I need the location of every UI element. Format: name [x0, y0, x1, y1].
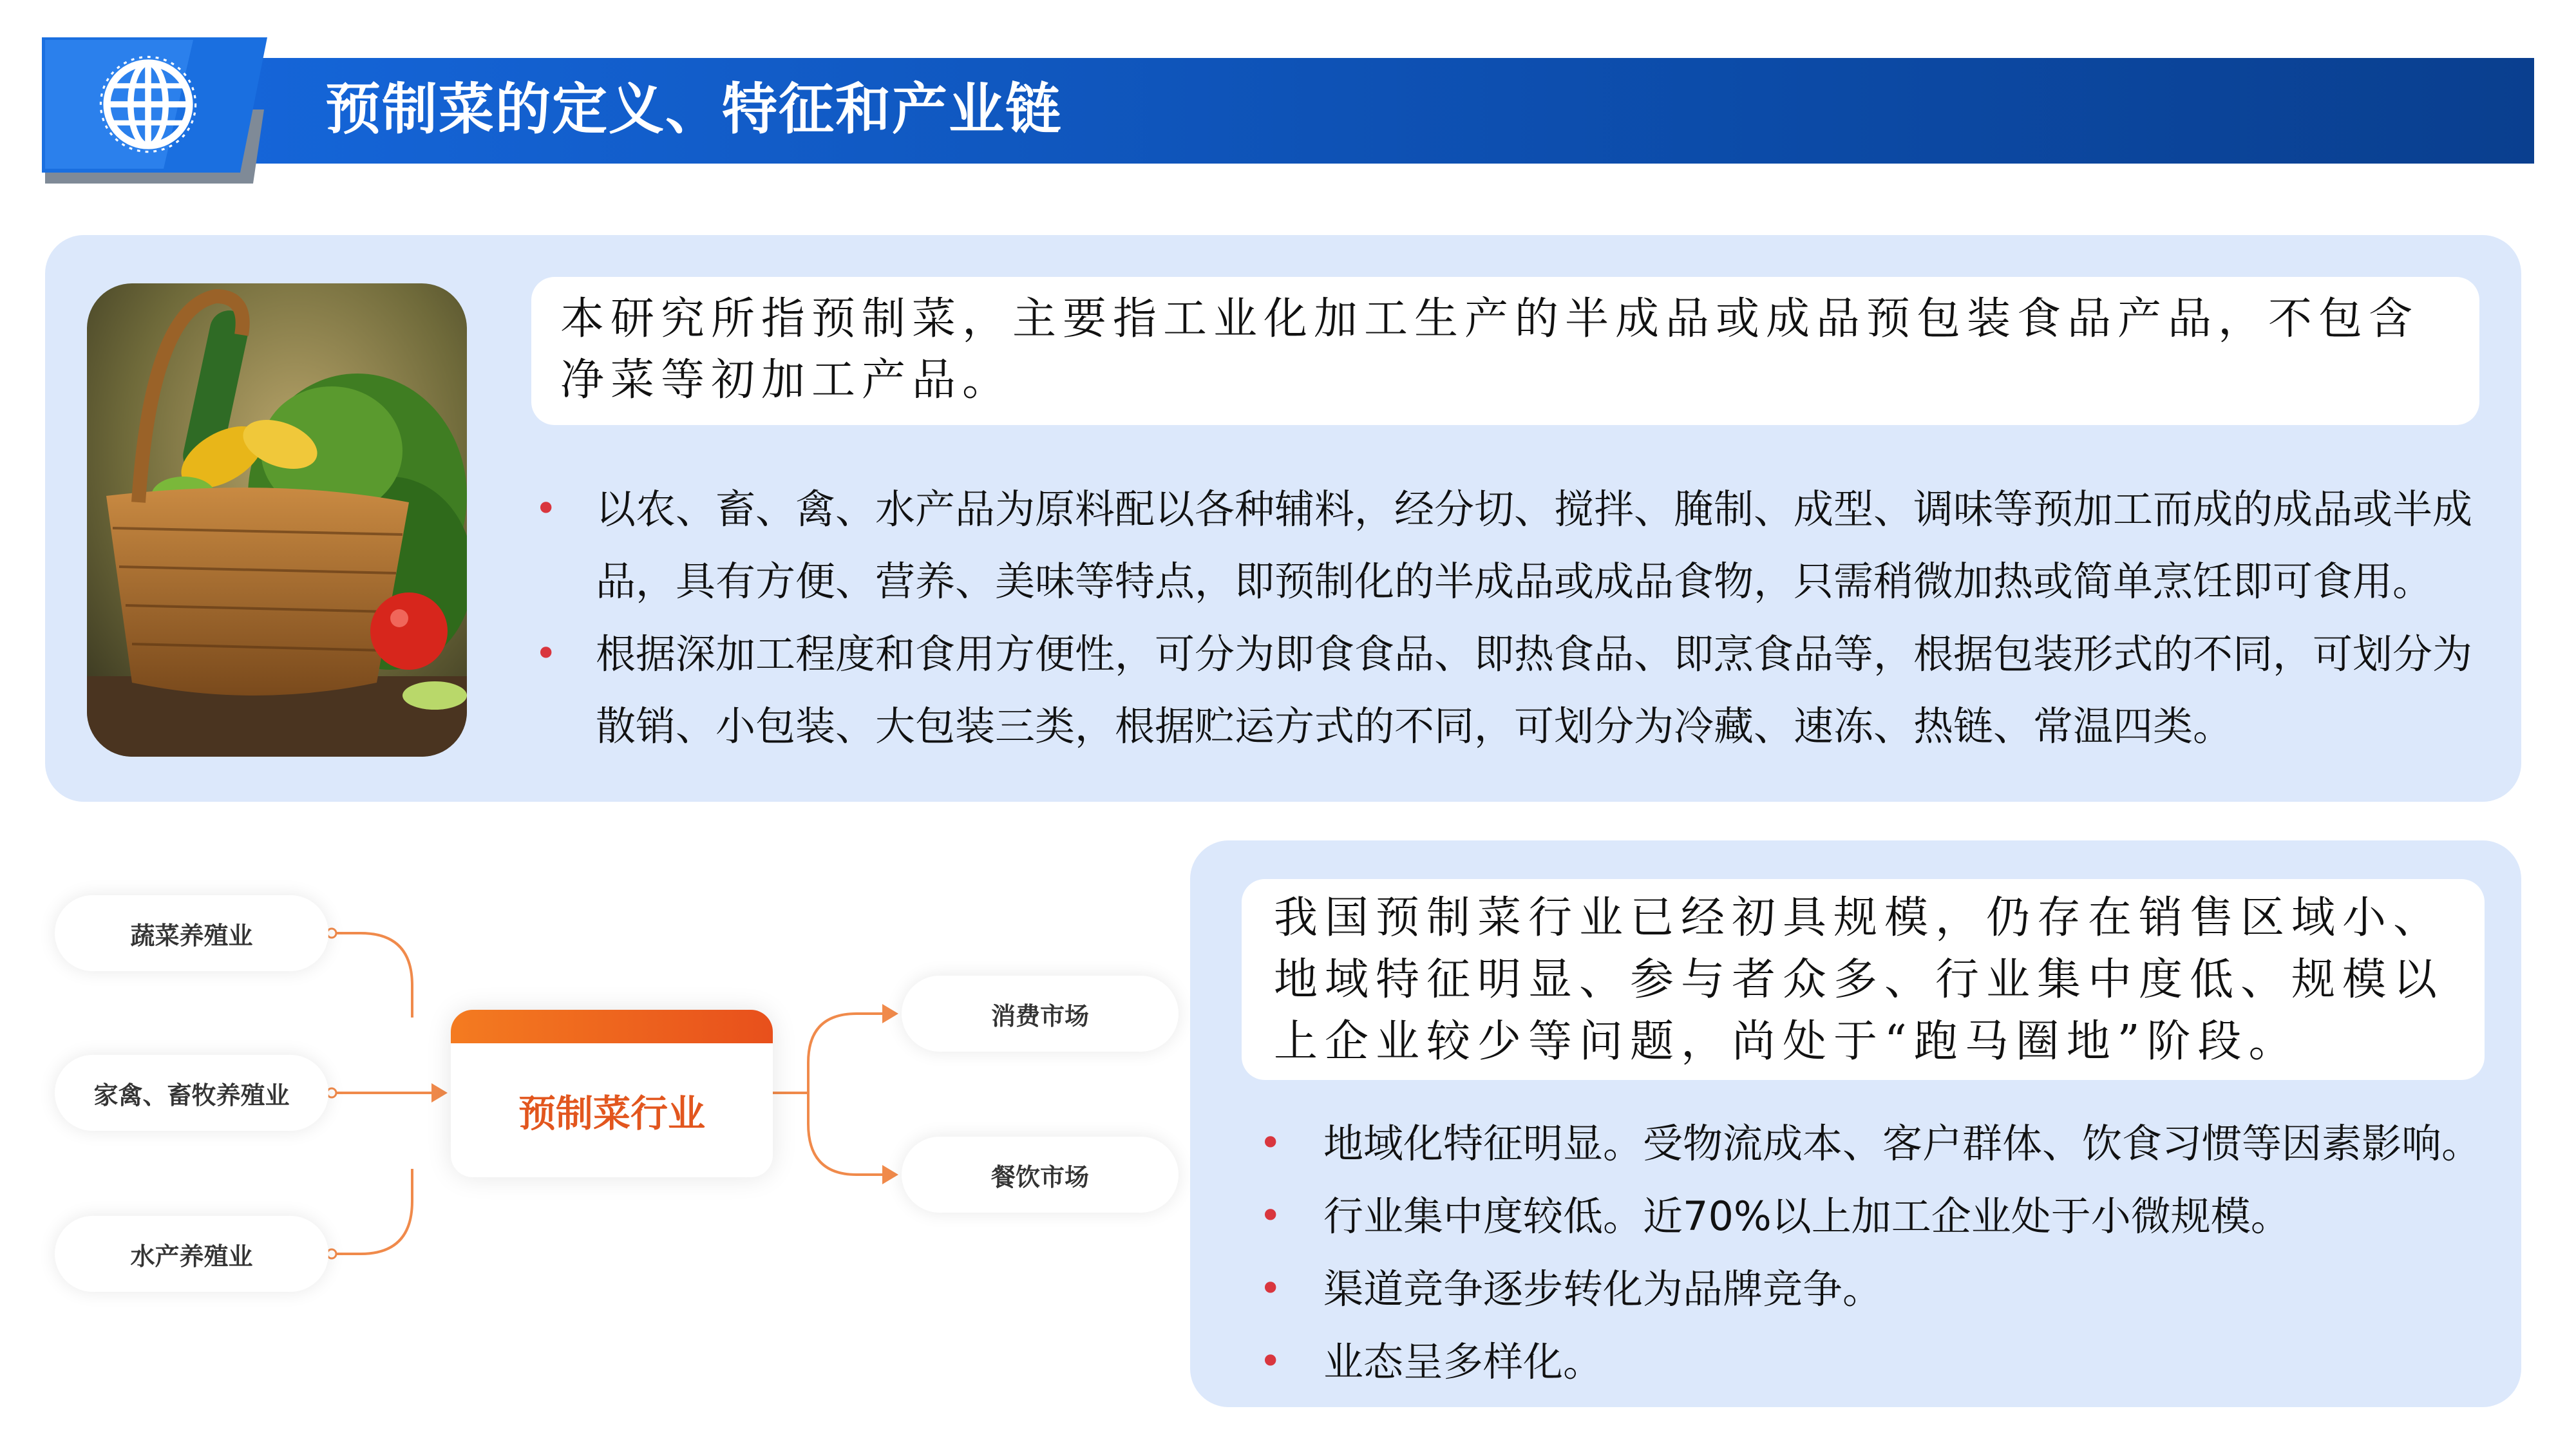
definition-bullet-1: 以农、畜、禽、水产品为原料配以各种辅料，经分切、搅拌、腌制、成型、调味等预加工而成的成品或半成品，具有方便、营养、美味等特点，即预制化的半成品或成品食物，只需稍微加热或简单烹饪即可食用。: [596, 486, 2473, 605]
bullet-dot: •: [1259, 1266, 1282, 1311]
bullet-dot: •: [535, 631, 558, 676]
core-industry-accent: [451, 1010, 773, 1043]
downstream-consumer-market: 消费市场: [902, 976, 1179, 1052]
bullet-dot: •: [1259, 1339, 1282, 1384]
vegetable-basket-image: [87, 283, 467, 757]
definition-bullet-2: 根据深加工程度和食用方便性，可分为即食食品、即热食品、即烹食品等，根据包装形式的不同，可划分为散销、小包装、大包装三类，根据贮运方式的不同，可划分为冷藏、速冻、热链、常温四类。: [596, 630, 2473, 750]
status-text: 我国预制菜行业已经初具规模，仍存在销售区域小、地域特征明显、参与者众多、行业集中度低、规模以上企业较少等问题，尚处于“跑马圈地”阶段。: [1274, 893, 2445, 1067]
bullet-dot: •: [1259, 1193, 1282, 1238]
definition-text: 本研究所指预制菜，主要指工业化加工生产的半成品或成品预包装食品产品，不包含净菜等初加工产品。: [560, 294, 2420, 406]
status-bullet-3: 渠道竞争逐步转化为品牌竞争。: [1323, 1265, 1883, 1312]
globe-icon: [97, 53, 200, 156]
status-bullet-4: 业态呈多样化。: [1323, 1338, 1604, 1385]
core-industry-label: 预制菜行业: [518, 1092, 705, 1135]
bullet-dot: •: [535, 486, 558, 531]
upstream-aquaculture: 水产养殖业: [55, 1216, 328, 1292]
status-bullet-2: 行业集中度较低。近70%以上加工企业处于小微规模。: [1323, 1193, 2291, 1240]
upstream-vegetable: 蔬菜养殖业: [55, 895, 328, 971]
status-bullet-1: 地域化特征明显。受物流成本、客户群体、饮食习惯等因素影响。: [1323, 1120, 2482, 1167]
page-title: 预制菜的定义、特征和产业链: [325, 77, 1062, 142]
core-industry-box: [451, 1010, 773, 1177]
bullet-dot: •: [1259, 1121, 1282, 1166]
downstream-catering-market: 餐饮市场: [902, 1137, 1179, 1213]
upstream-poultry-livestock: 家禽、畜牧养殖业: [55, 1055, 328, 1131]
